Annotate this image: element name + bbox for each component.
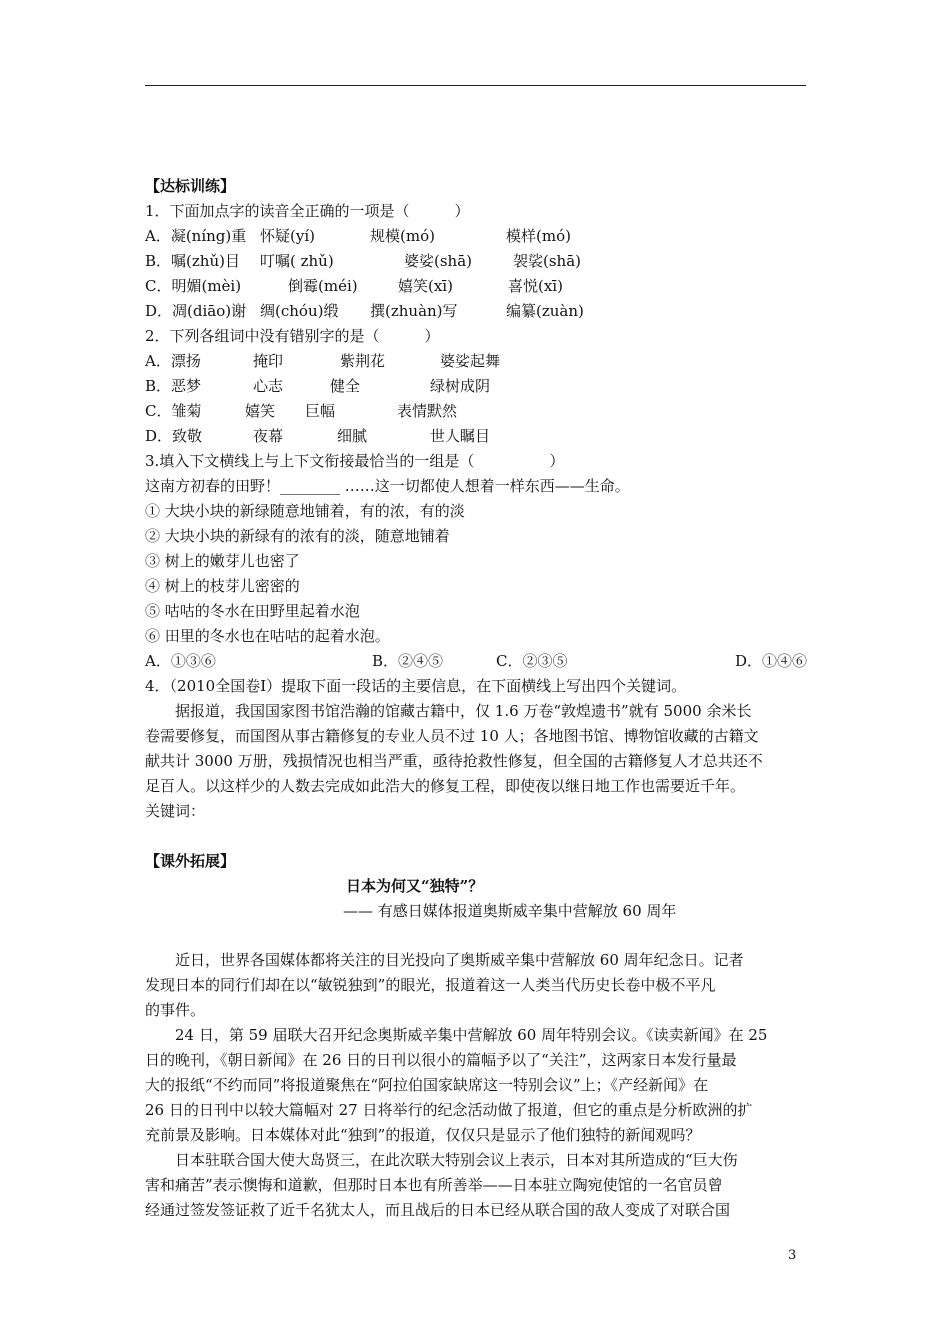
q4-stem: 4．（2010全国卷Ⅰ）提取下面一段话的主要信息，在下面横线上写出四个关键词。 bbox=[145, 677, 687, 695]
article-paragraph-line: 发现日本的同行们却在以“敏锐独到”的眼光，报道着这一人类当代历史长卷中极不平凡 bbox=[145, 976, 716, 994]
q4-paragraph-line: 卷需要修复，而国图从事古籍修复的专业人员不过 10 人；各地图书馆、博物馆收藏的古籍文 bbox=[145, 727, 759, 745]
article-paragraph-line: 26 日的日刊中以较大篇幅对 27 日将举行的纪念活动做了报道，但它的重点是分析欧洲的扩 bbox=[145, 1101, 753, 1119]
header-rule bbox=[145, 85, 806, 86]
q3-item-3: ③ 树上的嫩芽儿也密了 bbox=[145, 552, 300, 570]
article-paragraph-line: 日的晚刊，《朝日新闻》在 26 日的日刊以很小的篇幅予以了“关注”，这两家日本发行量最 bbox=[145, 1051, 737, 1069]
q3-item-1: ① 大块小块的新绿随意地铺着，有的浓，有的淡 bbox=[145, 502, 465, 520]
section-heading-extension: 【课外拓展】 bbox=[145, 852, 236, 870]
article-paragraph-line: 充前景及影响。日本媒体对此“独到”的报道，仅仅只是显示了他们独特的新闻观吗？ bbox=[145, 1126, 701, 1144]
page-number: 3 bbox=[788, 1248, 797, 1263]
q3-passage: 这南方初春的田野！________ ……这一切都使人想着一样东西——生命。 bbox=[145, 477, 630, 495]
article-paragraph-line: 日本驻联合国大使大岛贤三，在此次联大特别会议上表示，日本对其所造成的“巨大伤 bbox=[175, 1151, 738, 1169]
article-subtitle: —— 有感日媒体报道奥斯威辛集中营解放 60 周年 bbox=[343, 902, 677, 920]
keyword-label: 关键词： bbox=[145, 802, 206, 820]
q2-stem: 2．下列各组词中没有错别字的是（ ） bbox=[145, 327, 440, 345]
q3-item-6: ⑥ 田里的冬水也在咕咕的起着水泡。 bbox=[145, 627, 390, 645]
article-paragraph-line: 经通过签发签证救了近千名犹太人，而且战后的日本已经从联合国的敌人变成了对联合国 bbox=[145, 1201, 731, 1219]
article-paragraph-line: 的事件。 bbox=[145, 1001, 206, 1019]
article-paragraph-line: 害和痛苦”表示懊悔和道歉，但那时日本也有所善举——日本驻立陶宛使馆的一名官员曾 bbox=[145, 1176, 723, 1194]
article-paragraph-line: 大的报纸“不约而同”将报道聚焦在“阿拉伯国家缺席这一特别会议”上；《产经新闻》在 bbox=[145, 1076, 709, 1094]
article-paragraph-line: 近日，世界各国媒体都将关注的目光投向了奥斯威辛集中营解放 60 周年纪念日。记者 bbox=[175, 951, 744, 969]
q3-item-4: ④ 树上的枝芽儿密密的 bbox=[145, 577, 300, 595]
q1-stem: 1．下面加点字的读音全正确的一项是（ ） bbox=[145, 202, 470, 220]
q3-item-2: ② 大块小块的新绿有的浓有的淡，随意地铺着 bbox=[145, 527, 450, 545]
section-heading-training: 【达标训练】 bbox=[145, 177, 236, 195]
q3-item-5: ⑤ 咕咕的冬水在田野里起着水泡 bbox=[145, 602, 360, 620]
article-title: 日本为何又“独特”？ bbox=[346, 877, 484, 895]
article-paragraph-line: 24 日，第 59 届联大召开纪念奥斯威辛集中营解放 60 周年特别会议。《读卖新闻》在 25 bbox=[175, 1026, 768, 1044]
q3-stem: 3.填入下文横线上与上下文衔接最恰当的一组是（ ） bbox=[145, 452, 565, 470]
q4-paragraph-line: 据报道，我国国家图书馆浩瀚的馆藏古籍中，仅 1.6 万卷“敦煌遗书”就有 5000 余米长 bbox=[175, 702, 752, 720]
q4-paragraph-line: 献共计 3000 万册，残损情况也相当严重，亟待抢救性修复，但全国的古籍修复人才总共还不 bbox=[145, 752, 763, 770]
q4-paragraph-line: 足百人。以这样少的人数去完成如此浩大的修复工程，即使夜以继日地工作也需要近千年。 bbox=[145, 777, 746, 795]
